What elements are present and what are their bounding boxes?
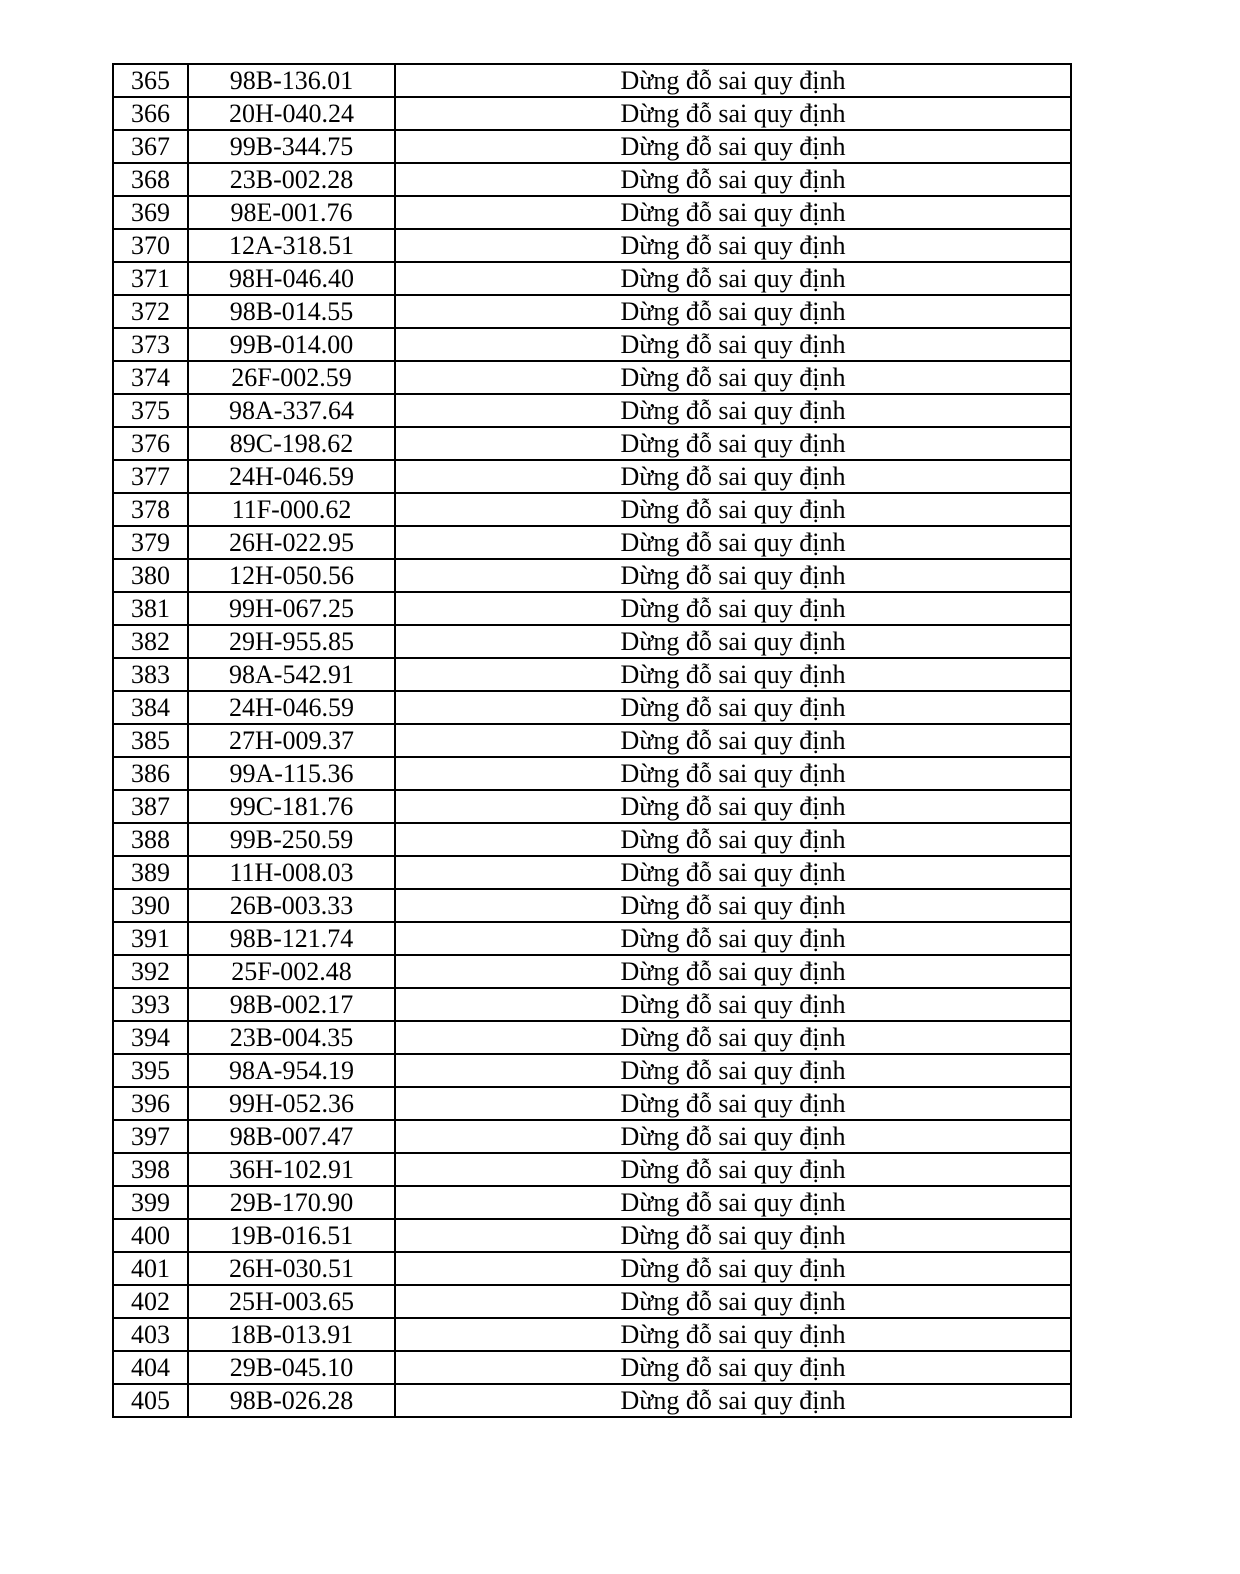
violation-cell: Dừng đỗ sai quy định xyxy=(395,526,1071,559)
row-number-cell: 394 xyxy=(113,1021,188,1054)
license-plate-cell: 98A-337.64 xyxy=(188,394,395,427)
table-row xyxy=(113,559,1071,592)
row-number-cell: 376 xyxy=(113,427,188,460)
table-row xyxy=(113,658,1071,691)
violation-cell: Dừng đỗ sai quy định xyxy=(395,1318,1071,1351)
row-number-cell: 390 xyxy=(113,889,188,922)
table-row xyxy=(113,295,1071,328)
table-row xyxy=(113,1219,1071,1252)
license-plate-cell: 29B-170.90 xyxy=(188,1186,395,1219)
license-plate-cell: 99H-067.25 xyxy=(188,592,395,625)
row-number-cell: 370 xyxy=(113,229,188,262)
table-row xyxy=(113,229,1071,262)
table-row xyxy=(113,1153,1071,1186)
table-row xyxy=(113,625,1071,658)
license-plate-cell: 99C-181.76 xyxy=(188,790,395,823)
row-number-cell: 365 xyxy=(113,64,188,97)
violation-table-body xyxy=(113,64,1071,1417)
license-plate-cell: 29B-045.10 xyxy=(188,1351,395,1384)
violation-cell: Dừng đỗ sai quy định xyxy=(395,1153,1071,1186)
row-number-cell: 373 xyxy=(113,328,188,361)
row-number-cell: 397 xyxy=(113,1120,188,1153)
violation-cell: Dừng đỗ sai quy định xyxy=(395,1252,1071,1285)
violation-table xyxy=(112,63,1072,1418)
table-row xyxy=(113,1285,1071,1318)
license-plate-cell: 98E-001.76 xyxy=(188,196,395,229)
license-plate-cell: 98A-542.91 xyxy=(188,658,395,691)
violation-cell: Dừng đỗ sai quy định xyxy=(395,658,1071,691)
row-number-cell: 379 xyxy=(113,526,188,559)
row-number-cell: 399 xyxy=(113,1186,188,1219)
row-number-cell: 368 xyxy=(113,163,188,196)
violation-cell: Dừng đỗ sai quy định xyxy=(395,1186,1071,1219)
table-row xyxy=(113,97,1071,130)
row-number-cell: 391 xyxy=(113,922,188,955)
license-plate-cell: 26B-003.33 xyxy=(188,889,395,922)
table-row xyxy=(113,64,1071,97)
row-number-cell: 400 xyxy=(113,1219,188,1252)
table-row xyxy=(113,592,1071,625)
violation-cell: Dừng đỗ sai quy định xyxy=(395,724,1071,757)
violation-cell: Dừng đỗ sai quy định xyxy=(395,427,1071,460)
violation-cell: Dừng đỗ sai quy định xyxy=(395,1351,1071,1384)
license-plate-cell: 11H-008.03 xyxy=(188,856,395,889)
violation-cell: Dừng đỗ sai quy định xyxy=(395,691,1071,724)
row-number-cell: 398 xyxy=(113,1153,188,1186)
license-plate-cell: 98H-046.40 xyxy=(188,262,395,295)
row-number-cell: 389 xyxy=(113,856,188,889)
table-row xyxy=(113,922,1071,955)
row-number-cell: 375 xyxy=(113,394,188,427)
row-number-cell: 374 xyxy=(113,361,188,394)
violation-cell: Dừng đỗ sai quy định xyxy=(395,823,1071,856)
table-row xyxy=(113,361,1071,394)
license-plate-cell: 89C-198.62 xyxy=(188,427,395,460)
license-plate-cell: 12A-318.51 xyxy=(188,229,395,262)
table-row xyxy=(113,493,1071,526)
row-number-cell: 377 xyxy=(113,460,188,493)
row-number-cell: 378 xyxy=(113,493,188,526)
violation-cell: Dừng đỗ sai quy định xyxy=(395,196,1071,229)
violation-cell: Dừng đỗ sai quy định xyxy=(395,1021,1071,1054)
violation-cell: Dừng đỗ sai quy định xyxy=(395,1219,1071,1252)
row-number-cell: 393 xyxy=(113,988,188,1021)
violation-cell: Dừng đỗ sai quy định xyxy=(395,163,1071,196)
violation-cell: Dừng đỗ sai quy định xyxy=(395,856,1071,889)
license-plate-cell: 23B-004.35 xyxy=(188,1021,395,1054)
violation-cell: Dừng đỗ sai quy định xyxy=(395,130,1071,163)
table-row xyxy=(113,427,1071,460)
table-row xyxy=(113,394,1071,427)
table-row xyxy=(113,328,1071,361)
table-row xyxy=(113,889,1071,922)
row-number-cell: 403 xyxy=(113,1318,188,1351)
table-row xyxy=(113,823,1071,856)
table-row xyxy=(113,1318,1071,1351)
license-plate-cell: 98B-136.01 xyxy=(188,64,395,97)
license-plate-cell: 98A-954.19 xyxy=(188,1054,395,1087)
violation-cell: Dừng đỗ sai quy định xyxy=(395,1285,1071,1318)
table-row xyxy=(113,856,1071,889)
row-number-cell: 388 xyxy=(113,823,188,856)
license-plate-cell: 18B-013.91 xyxy=(188,1318,395,1351)
table-row xyxy=(113,1021,1071,1054)
table-row xyxy=(113,1252,1071,1285)
row-number-cell: 380 xyxy=(113,559,188,592)
license-plate-cell: 98B-007.47 xyxy=(188,1120,395,1153)
row-number-cell: 371 xyxy=(113,262,188,295)
table-row xyxy=(113,1054,1071,1087)
row-number-cell: 392 xyxy=(113,955,188,988)
license-plate-cell: 98B-014.55 xyxy=(188,295,395,328)
license-plate-cell: 20H-040.24 xyxy=(188,97,395,130)
violation-cell: Dừng đỗ sai quy định xyxy=(395,757,1071,790)
license-plate-cell: 24H-046.59 xyxy=(188,460,395,493)
violation-cell: Dừng đỗ sai quy định xyxy=(395,262,1071,295)
violation-cell: Dừng đỗ sai quy định xyxy=(395,394,1071,427)
table-row xyxy=(113,196,1071,229)
license-plate-cell: 19B-016.51 xyxy=(188,1219,395,1252)
row-number-cell: 402 xyxy=(113,1285,188,1318)
row-number-cell: 382 xyxy=(113,625,188,658)
license-plate-cell: 25F-002.48 xyxy=(188,955,395,988)
row-number-cell: 381 xyxy=(113,592,188,625)
row-number-cell: 401 xyxy=(113,1252,188,1285)
violation-cell: Dừng đỗ sai quy định xyxy=(395,328,1071,361)
table-row xyxy=(113,262,1071,295)
license-plate-cell: 99B-250.59 xyxy=(188,823,395,856)
violation-cell: Dừng đỗ sai quy định xyxy=(395,1054,1071,1087)
row-number-cell: 366 xyxy=(113,97,188,130)
table-row xyxy=(113,1351,1071,1384)
license-plate-cell: 12H-050.56 xyxy=(188,559,395,592)
table-row xyxy=(113,460,1071,493)
violation-cell: Dừng đỗ sai quy định xyxy=(395,625,1071,658)
row-number-cell: 369 xyxy=(113,196,188,229)
row-number-cell: 384 xyxy=(113,691,188,724)
license-plate-cell: 26H-030.51 xyxy=(188,1252,395,1285)
license-plate-cell: 99H-052.36 xyxy=(188,1087,395,1120)
table-row xyxy=(113,691,1071,724)
row-number-cell: 372 xyxy=(113,295,188,328)
license-plate-cell: 11F-000.62 xyxy=(188,493,395,526)
violation-cell: Dừng đỗ sai quy định xyxy=(395,955,1071,988)
violation-cell: Dừng đỗ sai quy định xyxy=(395,229,1071,262)
table-row xyxy=(113,163,1071,196)
violation-cell: Dừng đỗ sai quy định xyxy=(395,922,1071,955)
row-number-cell: 383 xyxy=(113,658,188,691)
violation-cell: Dừng đỗ sai quy định xyxy=(395,460,1071,493)
violation-cell: Dừng đỗ sai quy định xyxy=(395,889,1071,922)
violation-cell: Dừng đỗ sai quy định xyxy=(395,361,1071,394)
license-plate-cell: 99B-014.00 xyxy=(188,328,395,361)
license-plate-cell: 27H-009.37 xyxy=(188,724,395,757)
table-row xyxy=(113,1087,1071,1120)
table-row xyxy=(113,757,1071,790)
license-plate-cell: 98B-026.28 xyxy=(188,1384,395,1417)
violation-cell: Dừng đỗ sai quy định xyxy=(395,295,1071,328)
row-number-cell: 404 xyxy=(113,1351,188,1384)
license-plate-cell: 25H-003.65 xyxy=(188,1285,395,1318)
table-row xyxy=(113,724,1071,757)
license-plate-cell: 36H-102.91 xyxy=(188,1153,395,1186)
license-plate-cell: 99A-115.36 xyxy=(188,757,395,790)
license-plate-cell: 24H-046.59 xyxy=(188,691,395,724)
violation-cell: Dừng đỗ sai quy định xyxy=(395,559,1071,592)
row-number-cell: 387 xyxy=(113,790,188,823)
license-plate-cell: 23B-002.28 xyxy=(188,163,395,196)
table-row xyxy=(113,1120,1071,1153)
violation-cell: Dừng đỗ sai quy định xyxy=(395,1120,1071,1153)
license-plate-cell: 98B-002.17 xyxy=(188,988,395,1021)
violation-cell: Dừng đỗ sai quy định xyxy=(395,493,1071,526)
row-number-cell: 395 xyxy=(113,1054,188,1087)
license-plate-cell: 29H-955.85 xyxy=(188,625,395,658)
violation-cell: Dừng đỗ sai quy định xyxy=(395,790,1071,823)
row-number-cell: 386 xyxy=(113,757,188,790)
license-plate-cell: 98B-121.74 xyxy=(188,922,395,955)
table-row xyxy=(113,130,1071,163)
row-number-cell: 396 xyxy=(113,1087,188,1120)
license-plate-cell: 26F-002.59 xyxy=(188,361,395,394)
violation-cell: Dừng đỗ sai quy định xyxy=(395,64,1071,97)
row-number-cell: 405 xyxy=(113,1384,188,1417)
violation-cell: Dừng đỗ sai quy định xyxy=(395,1384,1071,1417)
table-row xyxy=(113,988,1071,1021)
violation-cell: Dừng đỗ sai quy định xyxy=(395,1087,1071,1120)
violation-cell: Dừng đỗ sai quy định xyxy=(395,97,1071,130)
table-row xyxy=(113,955,1071,988)
table-row xyxy=(113,1384,1071,1417)
table-row xyxy=(113,1186,1071,1219)
table-row xyxy=(113,526,1071,559)
license-plate-cell: 26H-022.95 xyxy=(188,526,395,559)
license-plate-cell: 99B-344.75 xyxy=(188,130,395,163)
violation-cell: Dừng đỗ sai quy định xyxy=(395,988,1071,1021)
table-row xyxy=(113,790,1071,823)
violation-cell: Dừng đỗ sai quy định xyxy=(395,592,1071,625)
row-number-cell: 367 xyxy=(113,130,188,163)
row-number-cell: 385 xyxy=(113,724,188,757)
